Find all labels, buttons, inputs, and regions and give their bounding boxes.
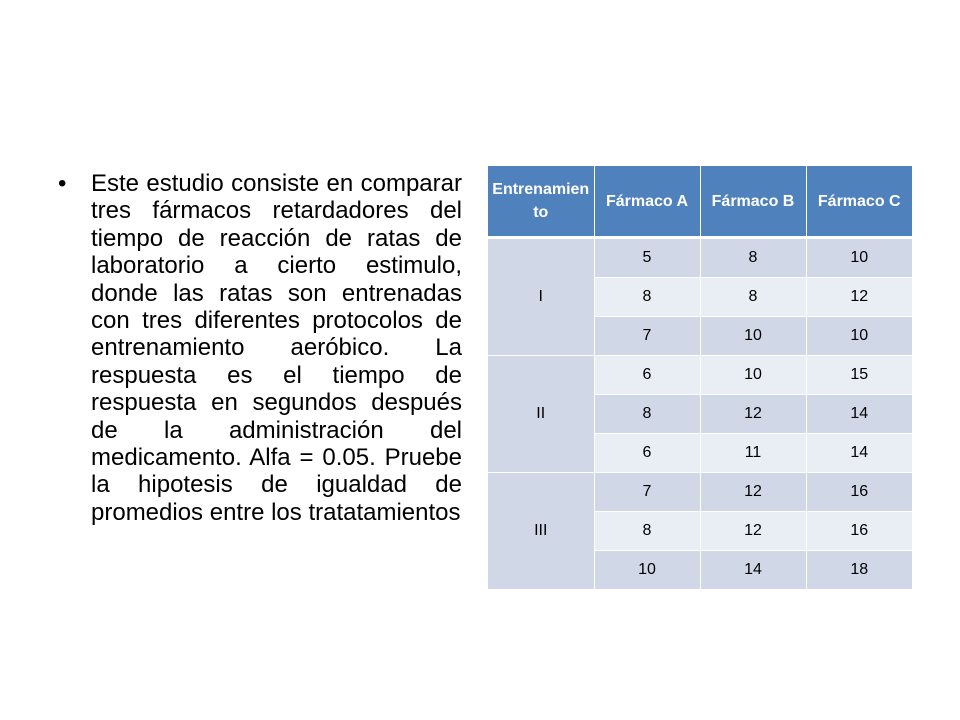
table-cell: 8 [700, 278, 806, 317]
bullet-text-block [58, 170, 462, 526]
table-cell: 14 [700, 551, 806, 590]
data-table [488, 166, 912, 590]
header-cell-farmaco-a: Fármaco A [594, 166, 700, 238]
table-cell: 18 [806, 551, 912, 590]
table-cell: 10 [806, 317, 912, 356]
header-row [488, 166, 912, 238]
group-label-cell: III [488, 473, 594, 590]
table-cell: 11 [700, 434, 806, 473]
table-cell: 8 [594, 278, 700, 317]
problem-statement: Este estudio consiste en comparar tres fármacos retardadores del tiempo de reacción de ratas de laboratorio a cierto estimulo, donde las ratas son entrenadas con tres diferentes protocolos de entrenamiento aeróbico. La respuesta es el tiempo de respuesta en segundos después de la administración del medicamento. Alfa = 0.05. Pruebe la hipotesis de igualdad de promedios entre los tratatamientos [91, 170, 462, 526]
group-label-cell: I [488, 238, 594, 356]
table-cell: 16 [806, 473, 912, 512]
table-cell: 7 [594, 473, 700, 512]
table-row [488, 238, 912, 278]
table-cell: 8 [594, 512, 700, 551]
table-cell: 12 [806, 278, 912, 317]
table-cell: 10 [700, 317, 806, 356]
table-cell: 14 [806, 434, 912, 473]
table-cell: 7 [594, 317, 700, 356]
table-cell: 10 [806, 238, 912, 278]
table-cell: 14 [806, 395, 912, 434]
table-cell: 6 [594, 434, 700, 473]
table-cell: 10 [700, 356, 806, 395]
group-label-cell: II [488, 356, 594, 473]
table-row [488, 473, 912, 512]
header-cell-farmaco-c: Fármaco C [806, 166, 912, 238]
table-cell: 16 [806, 512, 912, 551]
table-cell: 12 [700, 395, 806, 434]
header-cell-farmaco-b: Fármaco B [700, 166, 806, 238]
table-cell: 15 [806, 356, 912, 395]
table-cell: 12 [700, 473, 806, 512]
table-cell: 8 [594, 395, 700, 434]
table-cell: 8 [700, 238, 806, 278]
table-cell: 5 [594, 238, 700, 278]
table-cell: 10 [594, 551, 700, 590]
table-row [488, 356, 912, 395]
table-cell: 6 [594, 356, 700, 395]
header-cell-entrenamiento: Entrenamiento [488, 166, 594, 238]
table-cell: 12 [700, 512, 806, 551]
bullet-icon: • [58, 170, 67, 197]
